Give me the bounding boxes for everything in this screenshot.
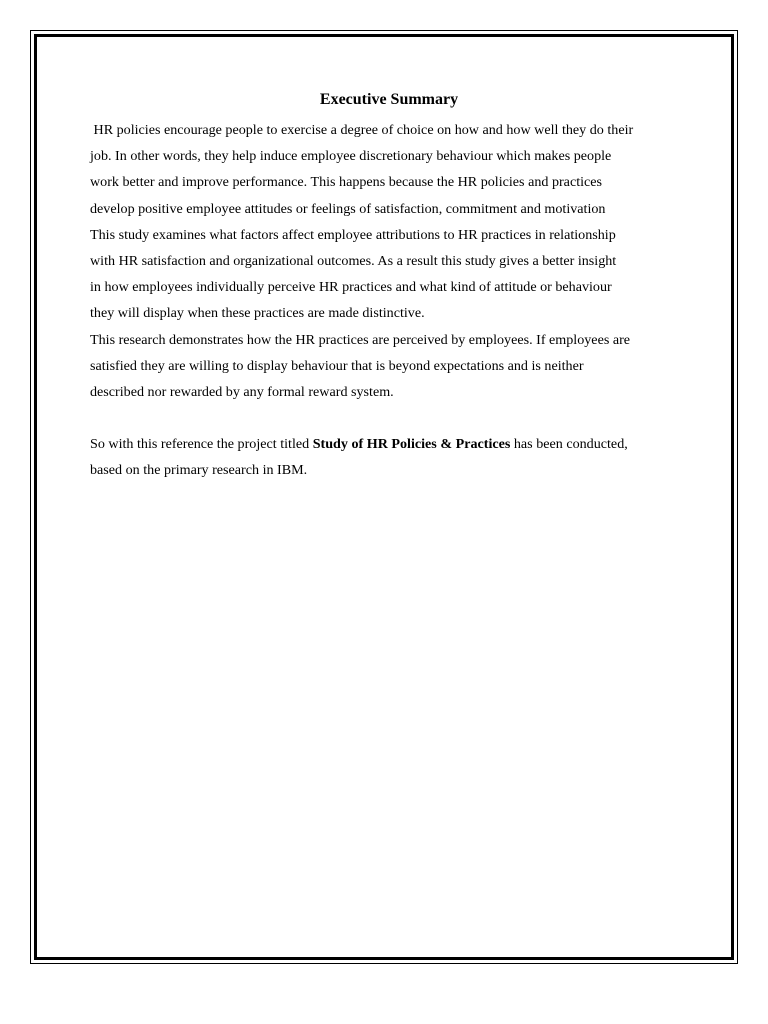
- text-line: develop positive employee attitudes or feelings of satisfaction, commitment and motivation: [90, 200, 606, 217]
- line-text-before: So with this reference the project titled: [90, 436, 313, 453]
- line-text-after: has been conducted,: [510, 436, 628, 453]
- summary-paragraph: [90, 117, 680, 405]
- text-line: they will display when these practices are made distinctive.: [90, 305, 425, 322]
- text-line: [90, 431, 680, 457]
- text-line: based on the primary research in IBM.: [90, 462, 308, 479]
- page-content: [90, 88, 680, 484]
- text-line: with HR satisfaction and organizational outcomes. As a result this study gives a better insight: [90, 253, 617, 270]
- conclusion-paragraph: [90, 431, 680, 483]
- text-line: satisfied they are willing to display behaviour that is beyond expectations and is neither: [90, 357, 584, 374]
- text-line: This study examines what factors affect employee attributions to HR practices in relationship: [90, 226, 616, 243]
- project-title: Study of HR Policies & Practices: [312, 436, 511, 453]
- page-title: Executive Summary: [319, 91, 459, 108]
- text-line: job. In other words, they help induce employee discretionary behaviour which makes people: [90, 148, 612, 165]
- text-line: work better and improve performance. This happens because the HR policies and practices: [90, 174, 603, 191]
- text-line: HR policies encourage people to exercise a degree of choice on how and how well they do their: [90, 122, 634, 138]
- paragraph-spacer: [90, 405, 680, 431]
- text-line: described nor rewarded by any formal reward system.: [90, 384, 394, 401]
- text-line: in how employees individually perceive HR practices and what kind of attitude or behaviour: [90, 279, 612, 296]
- text-line: This research demonstrates how the HR practices are perceived by employees. If employees are: [90, 331, 631, 348]
